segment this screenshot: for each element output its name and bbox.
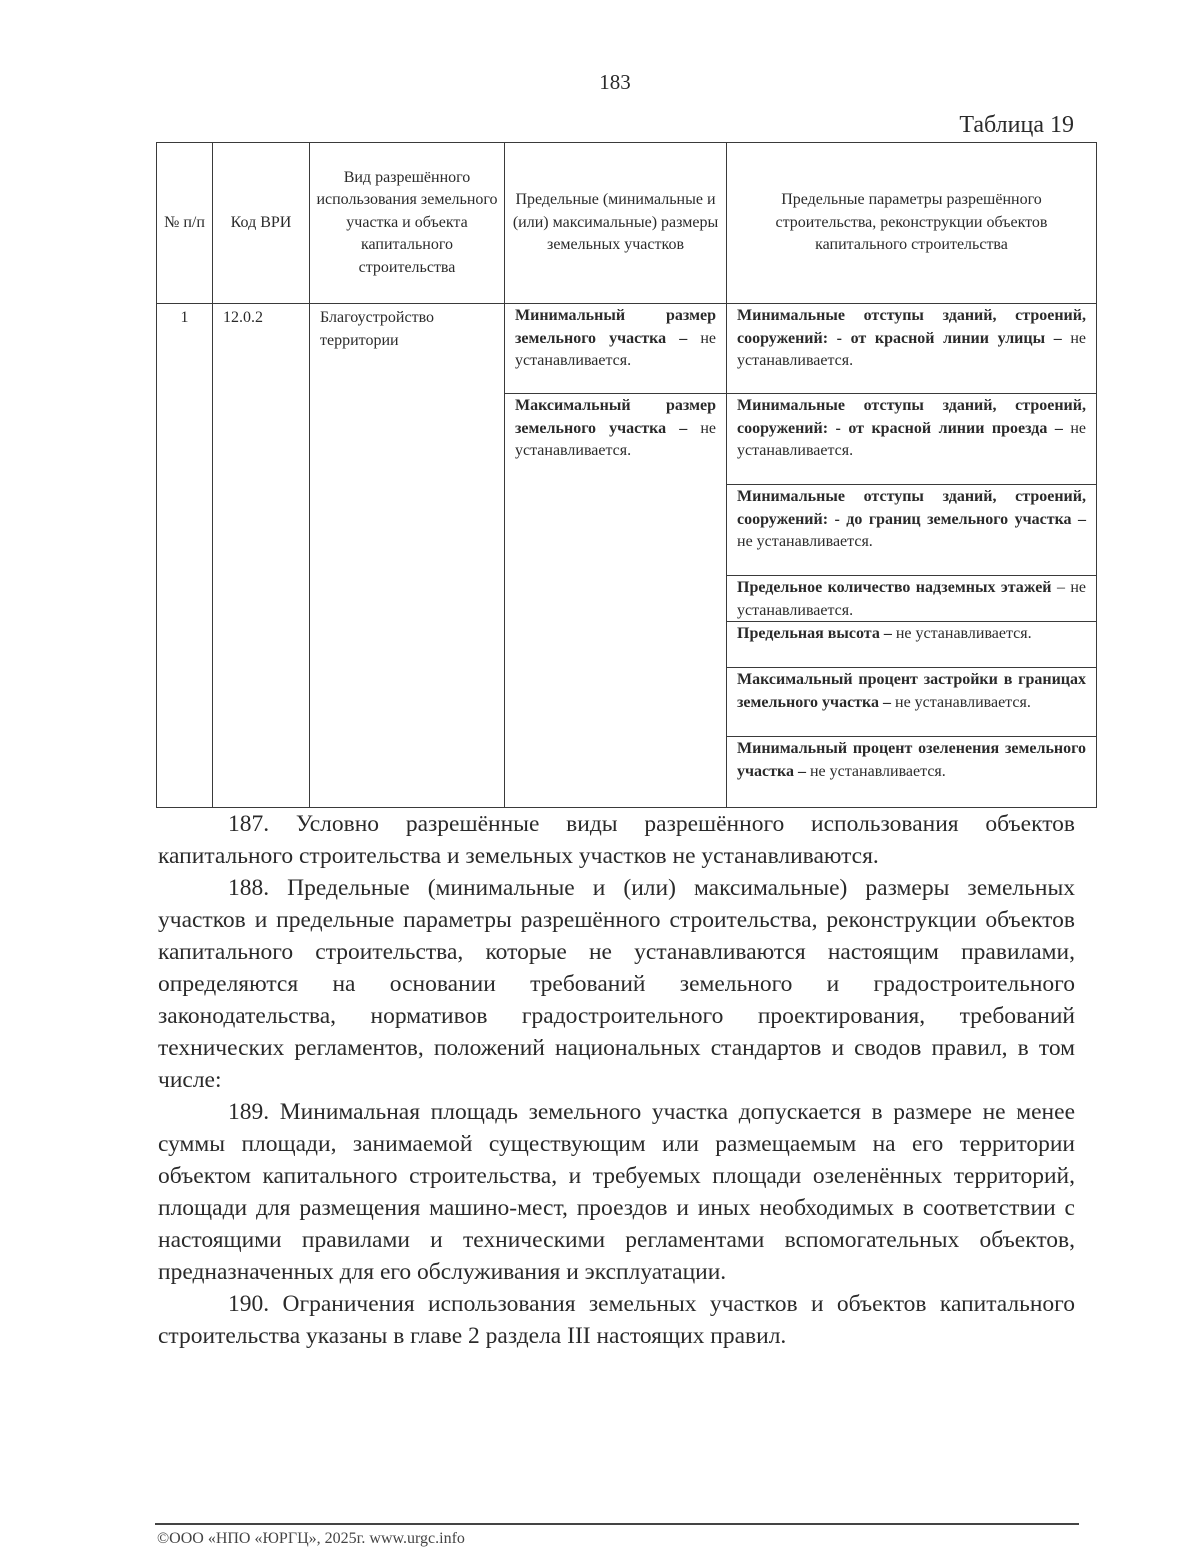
header-build-params: Предельные параметры разрешённого строительства, реконструкции объектов капитального строительства [727,143,1097,304]
header-code: Код ВРИ [213,143,310,304]
paragraph-189: 189. Минимальная площадь земельного участка допускается в размере не менее суммы площади, занимаемой существующим или размещаемым на его территории объектом капитального строительства, и требуемых площади озеленённых территорий, площади для размещения машино-мест, проездов и иных необходимых в соответствии с настоящими правилами и техническими регламентами вспомогательных объектов, предназначенных для его обслуживания и эксплуатации. [158,1099,1075,1285]
param-setback-street [727,304,1096,393]
footer-copyright: ©ООО «НПО «ЮРГЦ», 2025г. www.urgc.info [157,1530,465,1547]
footer-divider [155,1523,1079,1525]
param-value: не устанавливается. [895,625,1032,642]
table-row [157,304,1097,808]
param-floors [727,575,1096,621]
param-value: не устанавливается. [895,693,1031,711]
plot-sizes-list [505,304,726,463]
param-value: не устанавливается. [737,329,1087,369]
plot-size-min [505,304,726,393]
plot-size-max-label: Максимальный размер земельного участка – [515,397,716,437]
param-label: Предельная высота – [737,625,892,642]
row-build-params-cell [727,304,1097,808]
param-value: не устанавливается. [809,762,946,780]
param-value: не устанавливается. [737,419,1087,459]
param-value: – не устанавливается. [737,579,1087,619]
row-code: 12.0.2 [223,309,263,326]
param-setback-driveway [727,393,1096,484]
param-label: Максимальный процент застройки в границах земельного участка – [737,671,1086,711]
plot-size-min-value: не устанавливается. [515,329,717,369]
param-label: Предельное количество надземных этажей [737,579,1052,596]
paragraph-188: 188. Предельные (минимальные и (или) максимальные) размеры земельных участков и предельные параметры разрешённого строительства, реконструкции объектов капитального строительства, которые не устанавливаются настоящим правилами, определяются на основании требований земельного и градостроительного законодательства, нормативов градостроительного проектирования, требований технических регламентов, положений национальных стандартов и сводов правил, в том числе: [158,875,1075,1093]
body-text [158,808,1075,1352]
plot-size-max-value: не устанавливается. [515,419,717,459]
row-num: 1 [180,309,189,326]
table-caption: Таблица 19 [959,112,1074,138]
plot-size-min-label: Минимальный размер земельного участка – [515,307,716,347]
param-setback-boundary [727,484,1096,575]
row-code-cell [213,304,310,808]
row-use-type: Благоустройство территории [320,309,435,349]
row-num-cell [157,304,213,808]
param-label: Минимальные отступы зданий, строений, сооружений: - до границ земельного участка – [737,488,1086,528]
page-number: 183 [599,70,631,94]
header-num: № п/п [157,143,213,304]
build-params-list [727,304,1096,783]
paragraph-190: 190. Ограничения использования земельных участков и объектов капитального строительства указаны в главе 2 раздела III настоящих правил. [158,1291,1075,1349]
row-plot-sizes-cell [505,304,727,808]
param-height [727,621,1096,667]
regulations-table [156,142,1097,808]
header-plot-sizes: Предельные (минимальные и (или) максимальные) размеры земельных участков [505,143,727,304]
row-use-type-cell [310,304,505,808]
paragraph-187: 187. Условно разрешённые виды разрешённого использования объектов капитального строительства и земельных участков не устанавливаются. [158,811,1075,869]
param-label: Минимальный процент озеленения земельного участка – [737,740,1086,780]
param-green-percent [727,736,1096,783]
param-label: Минимальные отступы зданий, строений, сооружений: - от красной линии проезда – [737,397,1086,437]
param-build-percent [727,667,1096,736]
param-label: Минимальные отступы зданий, строений, сооружений: - от красной линии улицы – [737,307,1086,347]
plot-size-max [505,393,726,463]
param-value: не устанавливается. [737,533,873,550]
header-use-type: Вид разрешённого использования земельного участка и объекта капитального строительства [310,143,505,304]
table-header-row [157,143,1097,304]
